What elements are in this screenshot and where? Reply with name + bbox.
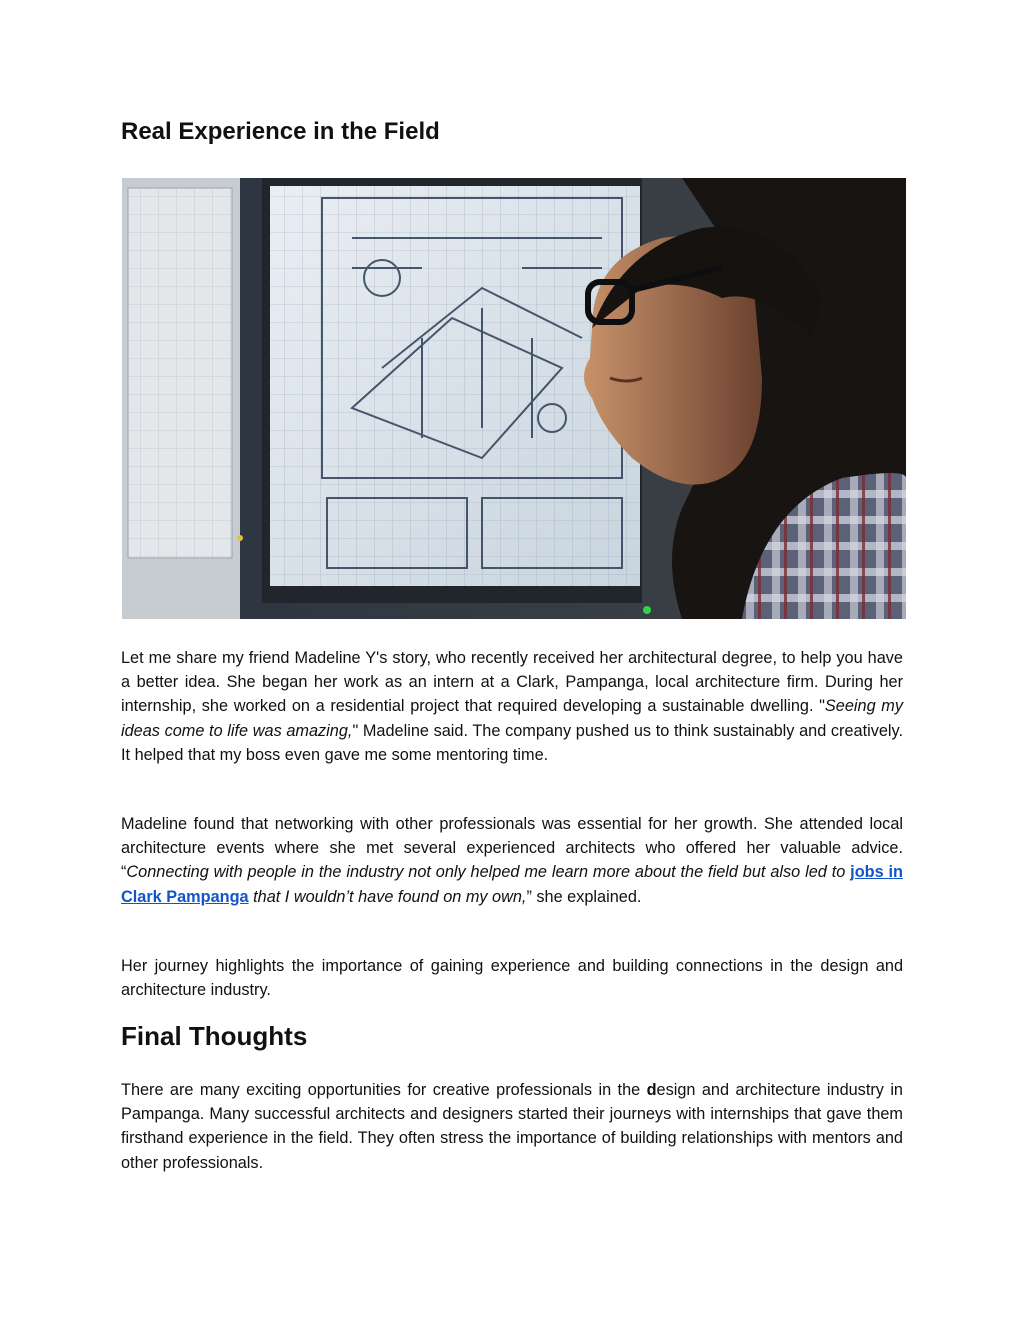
photo-woman-viewing-blueprint: [122, 178, 906, 619]
jobs-clark-pampanga-link[interactable]: jobs in Clark Pampanga: [121, 863, 903, 906]
final-thoughts-paragraph: [121, 1078, 903, 1175]
networking-quote-end: that I wouldn’t have found on my own,: [248, 887, 527, 906]
p4-text-end: esign and architecture industry in Pampanga. Many successful architects and designers started their journeys with internships that gave them firsthand experience in the field. They often stress the importance of building relationships with mentors and other professionals.: [121, 1081, 903, 1172]
story-paragraph-networking: [121, 812, 903, 909]
madeline-quote: Seeing my ideas come to life was amazing,: [121, 697, 903, 740]
p1-text-start: Let me share my friend Madeline Y's story, who recently received her architectural degree, to help you have a better idea. She began her work as an intern at a Clark, Pampanga, local architecture firm. During her internship, she worked on a residential project that required developing a sustainable dwelling. ": [121, 649, 903, 716]
section-heading-final-thoughts: Final Thoughts: [121, 1021, 308, 1051]
section-heading-experience: Real Experience in the Field: [121, 118, 440, 145]
networking-quote-start: Connecting with people in the industry not only helped me learn more about the field but also led to: [126, 863, 851, 882]
story-paragraph-journey: Her journey highlights the importance of gaining experience and building connections in the design and architecture industry.: [121, 957, 903, 1000]
bold-letter: d: [646, 1081, 657, 1099]
p2-text-start: Madeline found that networking with other professionals was essential for her growth. She attended local architecture events where she met several experienced architects who offered her valuable advice. “: [121, 815, 903, 882]
p2-text-end: ” she explained.: [526, 887, 642, 906]
p4-text-start: There are many exciting opportunities for creative professionals in the: [121, 1081, 647, 1099]
story-paragraph-intro: [121, 646, 903, 767]
p1-text-end: " Madeline said. The company pushed us to think sustainably and creatively. It helped that my boss even gave me some mentoring time.: [121, 721, 904, 764]
